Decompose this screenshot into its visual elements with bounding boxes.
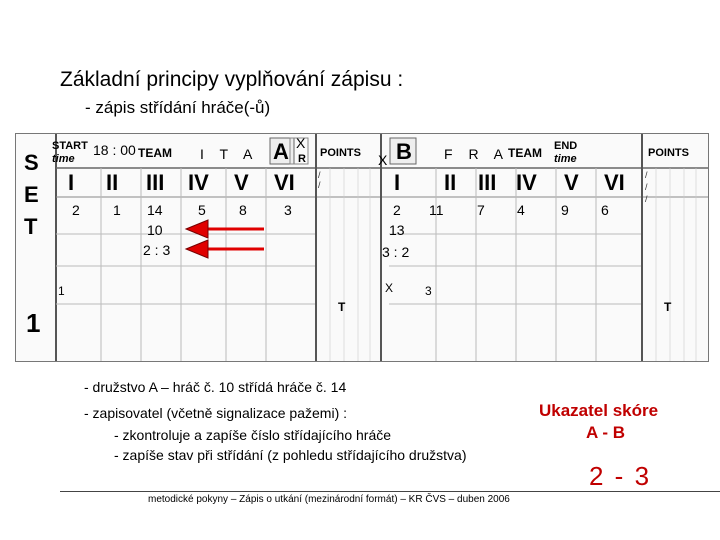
team-b-label: TEAM [508, 146, 542, 160]
set-letter-e: E [24, 182, 39, 207]
score-indicator-value: 2 - 3 [589, 461, 652, 491]
timeout-mark-b: T [664, 300, 672, 314]
roman-b-3: III [478, 170, 497, 195]
team-b-lineup-2: 11 [429, 202, 444, 218]
team-b-sub-score: 3 : 2 [382, 244, 410, 260]
footer-divider [60, 491, 720, 492]
points-slash-a-1: / [318, 170, 321, 180]
team-b-sub-in: 13 [389, 222, 405, 238]
set-number: 1 [26, 308, 41, 338]
team-b-lineup-4: 4 [517, 202, 525, 218]
set-letter-s: S [24, 150, 39, 175]
roman-a-2: II [106, 170, 119, 195]
team-a-lineup-6: 3 [284, 202, 292, 218]
team-a-sub-in: 10 [147, 222, 163, 238]
start-time-value: 18 : 00 [93, 142, 136, 158]
team-a-lineup-3: 14 [147, 202, 163, 218]
team-a-sub-score: 2 : 3 [143, 242, 171, 258]
points-label-a: POINTS [320, 147, 361, 159]
roman-a-6: VI [274, 170, 295, 195]
team-a-lineup-5: 8 [239, 202, 247, 218]
end-label: END [554, 140, 578, 152]
footer-text: metodické pokyny – Zápis o utkání (mezinárodní formát) – KR ČVS – duben 2006 [148, 494, 510, 505]
team-b-letter: B [396, 139, 412, 164]
team-a-r-label: R [298, 153, 306, 165]
team-b-lineup-1: 2 [393, 202, 401, 218]
arrow-team-a-score [186, 240, 264, 258]
timeout-mark-a: T [338, 300, 346, 314]
team-a-label: TEAM [138, 146, 172, 160]
team-a-lineup-1: 2 [72, 202, 80, 218]
team-b-lineup-6: 6 [601, 202, 609, 218]
end-time-label: time [554, 153, 577, 165]
note-line-4: - zapíše stav při střídání (z pohledu střídajícího družstva) [114, 447, 467, 463]
team-a-letter: A [273, 139, 289, 164]
team-b-x-mark: X [378, 152, 388, 168]
team-a-lineup-4: 5 [198, 202, 206, 218]
roman-a-1: I [68, 170, 75, 195]
roman-b-2: II [444, 170, 457, 195]
team-b-lineup-3: 7 [477, 202, 485, 218]
score-indicator-title: Ukazatel skóre [539, 401, 659, 420]
points-slash-b-1: / [645, 170, 648, 180]
slide-title: Základní principy vyplňování zápisu : [60, 68, 404, 91]
scoresheet-grid [16, 134, 708, 361]
scoresheet-image [15, 133, 709, 362]
team-b-name: F R A [444, 146, 510, 162]
arrow-team-a-sub [186, 220, 264, 238]
points-slash-a-2: / [318, 180, 321, 190]
note-line-3: - zkontroluje a zapíše číslo střídajícího hráče [114, 427, 392, 443]
points-slash-b-3: / [645, 194, 648, 204]
team-b-x-mark-row: X [385, 281, 394, 295]
roman-b-4: IV [516, 170, 537, 195]
roman-b-1: I [394, 170, 401, 195]
team-a-row4-mark: 1 [58, 284, 65, 298]
roman-a-3: III [146, 170, 165, 195]
score-indicator-teams: A - B [586, 423, 626, 442]
team-a-x-mark: X [296, 135, 306, 151]
team-a-lineup-2: 1 [113, 202, 121, 218]
team-b-lineup-5: 9 [561, 202, 569, 218]
roman-b-5: V [564, 170, 579, 195]
start-label: START [52, 140, 88, 152]
slide-subtitle: - zápis střídání hráče(-ů) [85, 98, 271, 117]
roman-a-5: V [234, 170, 249, 195]
roman-b-6: VI [604, 170, 625, 195]
set-letter-t: T [24, 214, 38, 239]
note-line-1: - družstvo A – hráč č. 10 střídá hráče č. 14 [84, 379, 347, 395]
note-line-2: - zapisovatel (včetně signalizace pažemi) : [84, 405, 348, 421]
roman-a-4: IV [188, 170, 209, 195]
points-slash-b-2: / [645, 182, 648, 192]
start-time-label: time [52, 153, 75, 165]
team-a-name: I T A [200, 146, 259, 162]
team-b-mark-3: 3 [425, 284, 432, 298]
points-label-b: POINTS [648, 147, 689, 159]
